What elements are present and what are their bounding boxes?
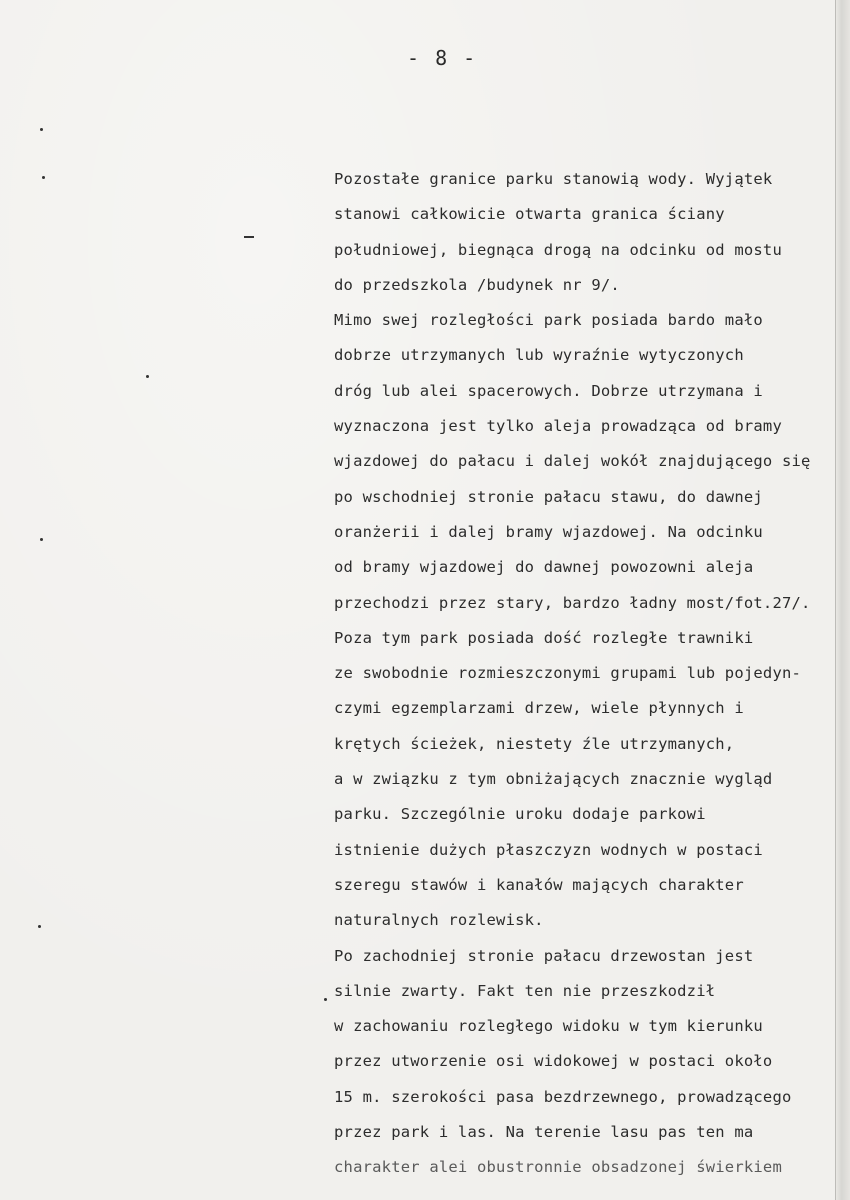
text-line: Mimo swej rozległości park posiada bardo mało <box>334 311 763 330</box>
text-line: ze swobodnie rozmieszczonymi grupami lub pojedyn- <box>334 664 802 683</box>
margin-speck <box>42 176 45 179</box>
text-line: przez utworzenie osi widokowej w postaci około <box>334 1052 773 1071</box>
text-line: przechodzi przez stary, bardzo ładny most/fot.27/. <box>334 593 811 612</box>
text-line: przez park i las. Na terenie lasu pas ten ma <box>334 1123 754 1142</box>
text-line: silnie zwarty. Fakt ten nie przeszkodził <box>334 981 716 1000</box>
margin-speck <box>146 375 149 378</box>
margin-speck <box>40 128 43 131</box>
text-line: dróg lub alei spacerowych. Dobrze utrzymana i <box>334 381 763 400</box>
text-line: po wschodniej stronie pałacu stawu, do dawnej <box>334 487 763 506</box>
text-line: szeregu stawów i kanałów mających charakter <box>334 875 744 894</box>
page-number: - 8 - <box>407 46 478 70</box>
text-line: krętych ścieżek, niestety źle utrzymanych, <box>334 734 735 753</box>
text-line: 15 m. szerokości pasa bezdrzewnego, prowadzącego <box>334 1087 792 1106</box>
text-line: istnienie dużych płaszczyzn wodnych w postaci <box>334 840 763 859</box>
text-line: do przedszkola /budynek nr 9/. <box>334 275 620 294</box>
margin-dash <box>244 236 254 238</box>
text-line: stanowi całkowicie otwarta granica ściany <box>334 205 725 224</box>
margin-speck <box>38 925 41 928</box>
text-line: od bramy wjazdowej do dawnej powozowni aleja <box>334 558 754 577</box>
text-line: naturalnych rozlewisk. <box>334 911 544 930</box>
text-line: Po zachodniej stronie pałacu drzewostan jest <box>334 946 754 965</box>
text-line: wjazdowej do pałacu i dalej wokół znajdującego się <box>334 452 811 471</box>
text-line: południowej, biegnąca drogą na odcinku od mostu <box>334 240 782 259</box>
text-line: czymi egzemplarzami drzew, wiele płynnych i <box>334 699 744 718</box>
text-line: Poza tym park posiada dość rozległe trawniki <box>334 628 754 647</box>
body-text <box>334 162 839 1186</box>
text-line: w zachowaniu rozległego widoku w tym kierunku <box>334 1017 763 1036</box>
text-line: a w związku z tym obniżających znacznie wygląd <box>334 770 773 789</box>
text-line: dobrze utrzymanych lub wyraźnie wytyczonych <box>334 346 744 365</box>
margin-speck <box>40 538 43 541</box>
margin-speck <box>324 998 327 1001</box>
text-line: parku. Szczególnie uroku dodaje parkowi <box>334 805 706 824</box>
text-line: wyznaczona jest tylko aleja prowadząca od bramy <box>334 417 782 436</box>
text-line: Pozostałe granice parku stanowią wody. Wyjątek <box>334 170 773 188</box>
text-line: oranżerii i dalej bramy wjazdowej. Na odcinku <box>334 522 763 541</box>
text-line: charakter alei obustronnie obsadzonej świerkiem <box>334 1158 782 1177</box>
